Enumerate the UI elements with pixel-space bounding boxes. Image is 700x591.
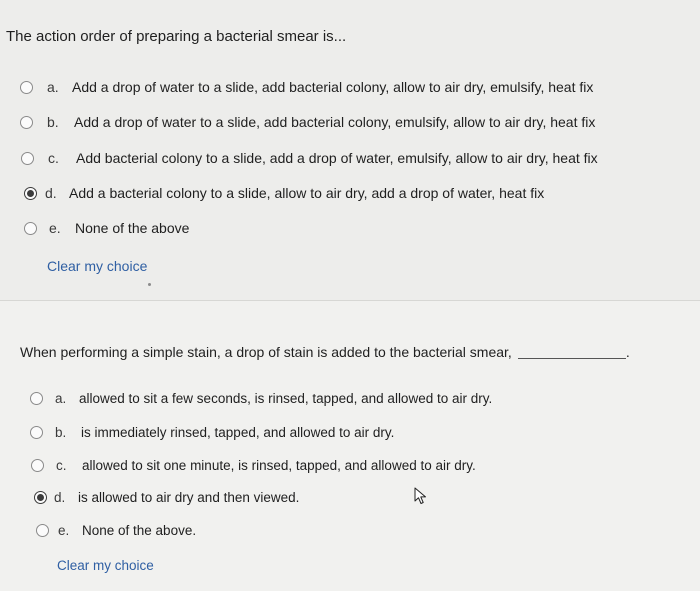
q1-option-e[interactable] xyxy=(24,220,189,236)
option-letter: b. xyxy=(55,425,67,440)
radio-button[interactable] xyxy=(20,116,33,129)
option-text: allowed to sit a few seconds, is rinsed, tapped, and allowed to air dry. xyxy=(79,391,493,406)
option-text: Add bacterial colony to a slide, add a drop of water, emulsify, allow to air dry, heat fix xyxy=(76,150,598,166)
option-text: allowed to sit one minute, is rinsed, tapped, and allowed to air dry. xyxy=(82,458,476,473)
option-letter: a. xyxy=(47,79,59,95)
option-letter: d. xyxy=(45,185,57,201)
radio-button[interactable] xyxy=(30,426,43,439)
radio-button[interactable] xyxy=(21,152,34,165)
option-text: Add a drop of water to a slide, add bacterial colony, allow to air dry, emulsify, heat fix xyxy=(72,79,594,95)
radio-button-selected[interactable] xyxy=(34,491,47,504)
q2-option-c[interactable] xyxy=(31,458,476,473)
q2-option-d[interactable] xyxy=(34,490,299,505)
option-text: Add a bacterial colony to a slide, allow to air dry, add a drop of water, heat fix xyxy=(69,185,545,201)
q2-option-b[interactable] xyxy=(30,425,394,440)
question-1-text: The action order of preparing a bacterial smear is... xyxy=(6,28,347,45)
radio-button[interactable] xyxy=(24,222,37,235)
q2-option-a[interactable] xyxy=(30,391,492,406)
mouse-pointer-icon xyxy=(414,487,430,505)
q2-clear-choice-link[interactable]: Clear my choice xyxy=(57,558,154,573)
q1-option-a[interactable] xyxy=(20,79,593,95)
option-letter: d. xyxy=(54,490,66,505)
option-letter: c. xyxy=(48,150,59,166)
option-text: is allowed to air dry and then viewed. xyxy=(78,490,300,505)
q1-option-d[interactable] xyxy=(24,185,544,201)
option-letter: b. xyxy=(47,114,59,130)
q2-option-e[interactable] xyxy=(36,523,196,538)
radio-button[interactable] xyxy=(36,524,49,537)
radio-button-selected[interactable] xyxy=(24,187,37,200)
answer-blank-line xyxy=(518,357,626,359)
option-text: None of the above xyxy=(75,220,190,236)
q1-option-b[interactable] xyxy=(20,114,595,130)
option-letter: e. xyxy=(58,523,70,538)
question-2-prompt: When performing a simple stain, a drop of stain is added to the bacterial smear, xyxy=(20,344,512,360)
radio-button[interactable] xyxy=(30,392,43,405)
option-text: None of the above. xyxy=(82,523,197,538)
option-text: is immediately rinsed, tapped, and allowed to air dry. xyxy=(81,425,395,440)
option-text: Add a drop of water to a slide, add bacterial colony, emulsify, allow to air dry, heat fix xyxy=(74,114,596,130)
q1-option-c[interactable] xyxy=(21,150,598,166)
radio-button[interactable] xyxy=(31,459,44,472)
radio-button[interactable] xyxy=(20,81,33,94)
option-letter: a. xyxy=(55,391,67,406)
option-letter: c. xyxy=(56,458,67,473)
option-letter: e. xyxy=(49,220,61,236)
question-2-trailing: . xyxy=(625,344,630,360)
decorative-dot xyxy=(148,283,151,286)
question-2-text xyxy=(20,344,630,360)
q1-clear-choice-link[interactable]: Clear my choice xyxy=(47,258,148,274)
